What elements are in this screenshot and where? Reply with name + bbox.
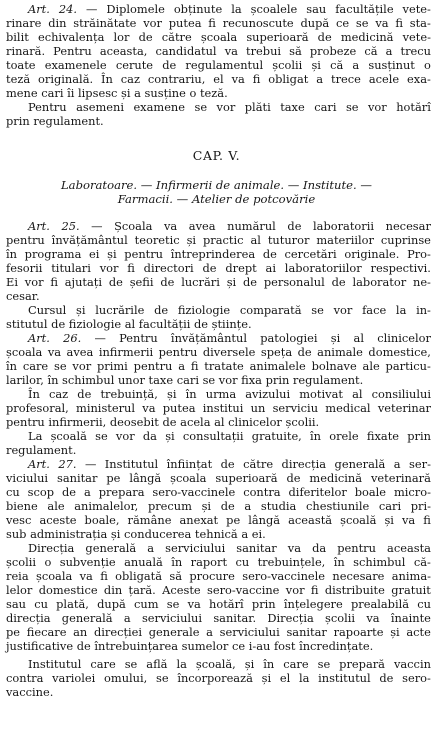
art27-line-4: biene ale animalelor, precum și de a studia chestiunile cari pri- — [6, 499, 431, 513]
art26-line-4: larilor, în schimbul unor taxe cari se vor fixa prin regulament. — [6, 373, 364, 387]
chapter-subtitle-line-1: Laboratoare. — Infirmerii de animale. — Institute. — — [60, 178, 373, 192]
art27-para2-line-5: sau cu plată, după cum se va hotărî prin înțelegere prealabilă cu — [6, 597, 431, 611]
chapter-subtitle-line-2: Farmacii. — Atelier de potcovărie — [117, 192, 316, 206]
art27-line-6: sub administrația și conducerea tehnică a ei. — [6, 527, 266, 541]
art27-para2-line-8: justificative de întrebuințarea sumelor ce i-au fost încredințate. — [6, 639, 374, 653]
art27-para2-line-2: școlii o subvenție anuală în raport cu trebuințele, în schimbul că- — [6, 555, 431, 569]
art26-line-2: școala va avea infirmerii pentru diversele speța de animale domestice, — [6, 345, 431, 359]
art27-line-5: vesc aceste boale, rămâne anexat pe lângă această școală și va fi — [6, 513, 431, 527]
art24-line-7: mene cari îi lipsesc și a susține o teză. — [6, 86, 228, 100]
art25-line-2: pentru învățământul teoretic și practic al tuturor materiilor cuprinse — [6, 233, 431, 247]
art27-line-1: Art. 27. — Institutul înființat de către direcția generală a ser- — [28, 457, 431, 471]
art27-para3-line-1: Institutul care se află la școală, și în care se prepară vaccin — [28, 657, 431, 671]
art25-line-5: Ei vor fi ajutați de șefii de lucrări și de personalul de laborator ne- — [6, 275, 431, 289]
art26-para2-line-3: pentru infirmerii, deosebit de acela al clinicelor școlii. — [6, 415, 320, 429]
art25-para2-line-1: Cursul și lucrările de fiziologie comparată se vor face la in- — [28, 303, 431, 317]
art24-line-5: toate examenele cerute de regulamentul școlii și că a susținut o — [6, 58, 431, 72]
art24-line-4: rinară. Pentru aceasta, candidatul va trebui să probeze că a trecu — [6, 44, 431, 58]
art27-para2-line-6: direcția generală a serviciului sanitar. Direcția școlii va înainte — [6, 611, 431, 625]
art24-line-3: bilit echivalența lor de către școala superioară de medicină vete- — [6, 30, 431, 44]
art25-line-3: în programa ei și pentru întreprinderea de cercetări originale. Pro- — [6, 247, 431, 261]
art24-para2-line-2: prin regulament. — [6, 114, 104, 128]
art27-line-2: viciului sanitar pe lângă școala superioară de medicină veterinară — [6, 471, 431, 485]
art26-para2-line-2: profesoral, ministerul va putea institui un serviciu medical veterinar — [6, 401, 431, 415]
art27-line-3: cu scop de a prepara sero-vaccinele contra diferitelor boale micro- — [6, 485, 431, 499]
art26-line-3: în care se vor primi pentru a fi tratate animalele bolnave ale particu- — [6, 359, 431, 373]
art27-para2-line-7: pe fiecare an direcției generale a serviciului sanitar rapoarte și acte — [6, 625, 431, 639]
art27-para3-line-2: contra variolei omului, se încorporează și el la institutul de sero- — [6, 671, 431, 685]
art24-line-6: teză originală. În caz contrariu, el va fi obligat a trece acele exa- — [6, 72, 431, 86]
art26-line-1: Art. 26. — Pentru învățământul patologiei și al clinicelor — [28, 331, 431, 345]
art27-para3-line-3: vaccine. — [6, 685, 54, 699]
art26-para2-line-1: În caz de trebuință, și în urma avizului motivat al consiliului — [28, 387, 431, 401]
art27-para2-line-4: lelor domestice din țară. Aceste sero-vaccine vor fi distribuite gratuit — [6, 583, 431, 597]
art25-line-1: Art. 25. — Școala va avea numărul de laboratorii necesar — [28, 219, 431, 233]
art25-line-4: fesorii titulari vor fi directori de drept ai laboratoriilor respectivi. — [6, 261, 431, 275]
art27-para2-line-3: reia școala va fi obligată să procure sero-vaccinele necesare anima- — [6, 569, 431, 583]
art24-para2-line-1: Pentru asemeni examene se vor plăti taxe cari se vor hotărî — [28, 100, 431, 114]
art25-para2-line-2: stitutul de fiziologie al facultății de științe. — [6, 317, 252, 331]
art26-para3-line-2: regulament. — [6, 443, 77, 457]
art24-line-2: rinare din străinătate vor putea fi recunoscute după ce se va fi sta- — [6, 16, 431, 30]
art26-para3-line-1: La școală se vor da și consultații gratuite, în orele fixate prin — [28, 429, 431, 443]
chapter-title: CAP. V. — [192, 148, 241, 163]
art24-line-1: Art. 24. — Diplomele obținute la școalele sau facultățile vete- — [28, 2, 431, 16]
art27-para2-line-1: Direcția generală a serviciului sanitar va da pentru aceasta — [28, 541, 431, 555]
art25-line-6: cesar. — [6, 289, 40, 303]
